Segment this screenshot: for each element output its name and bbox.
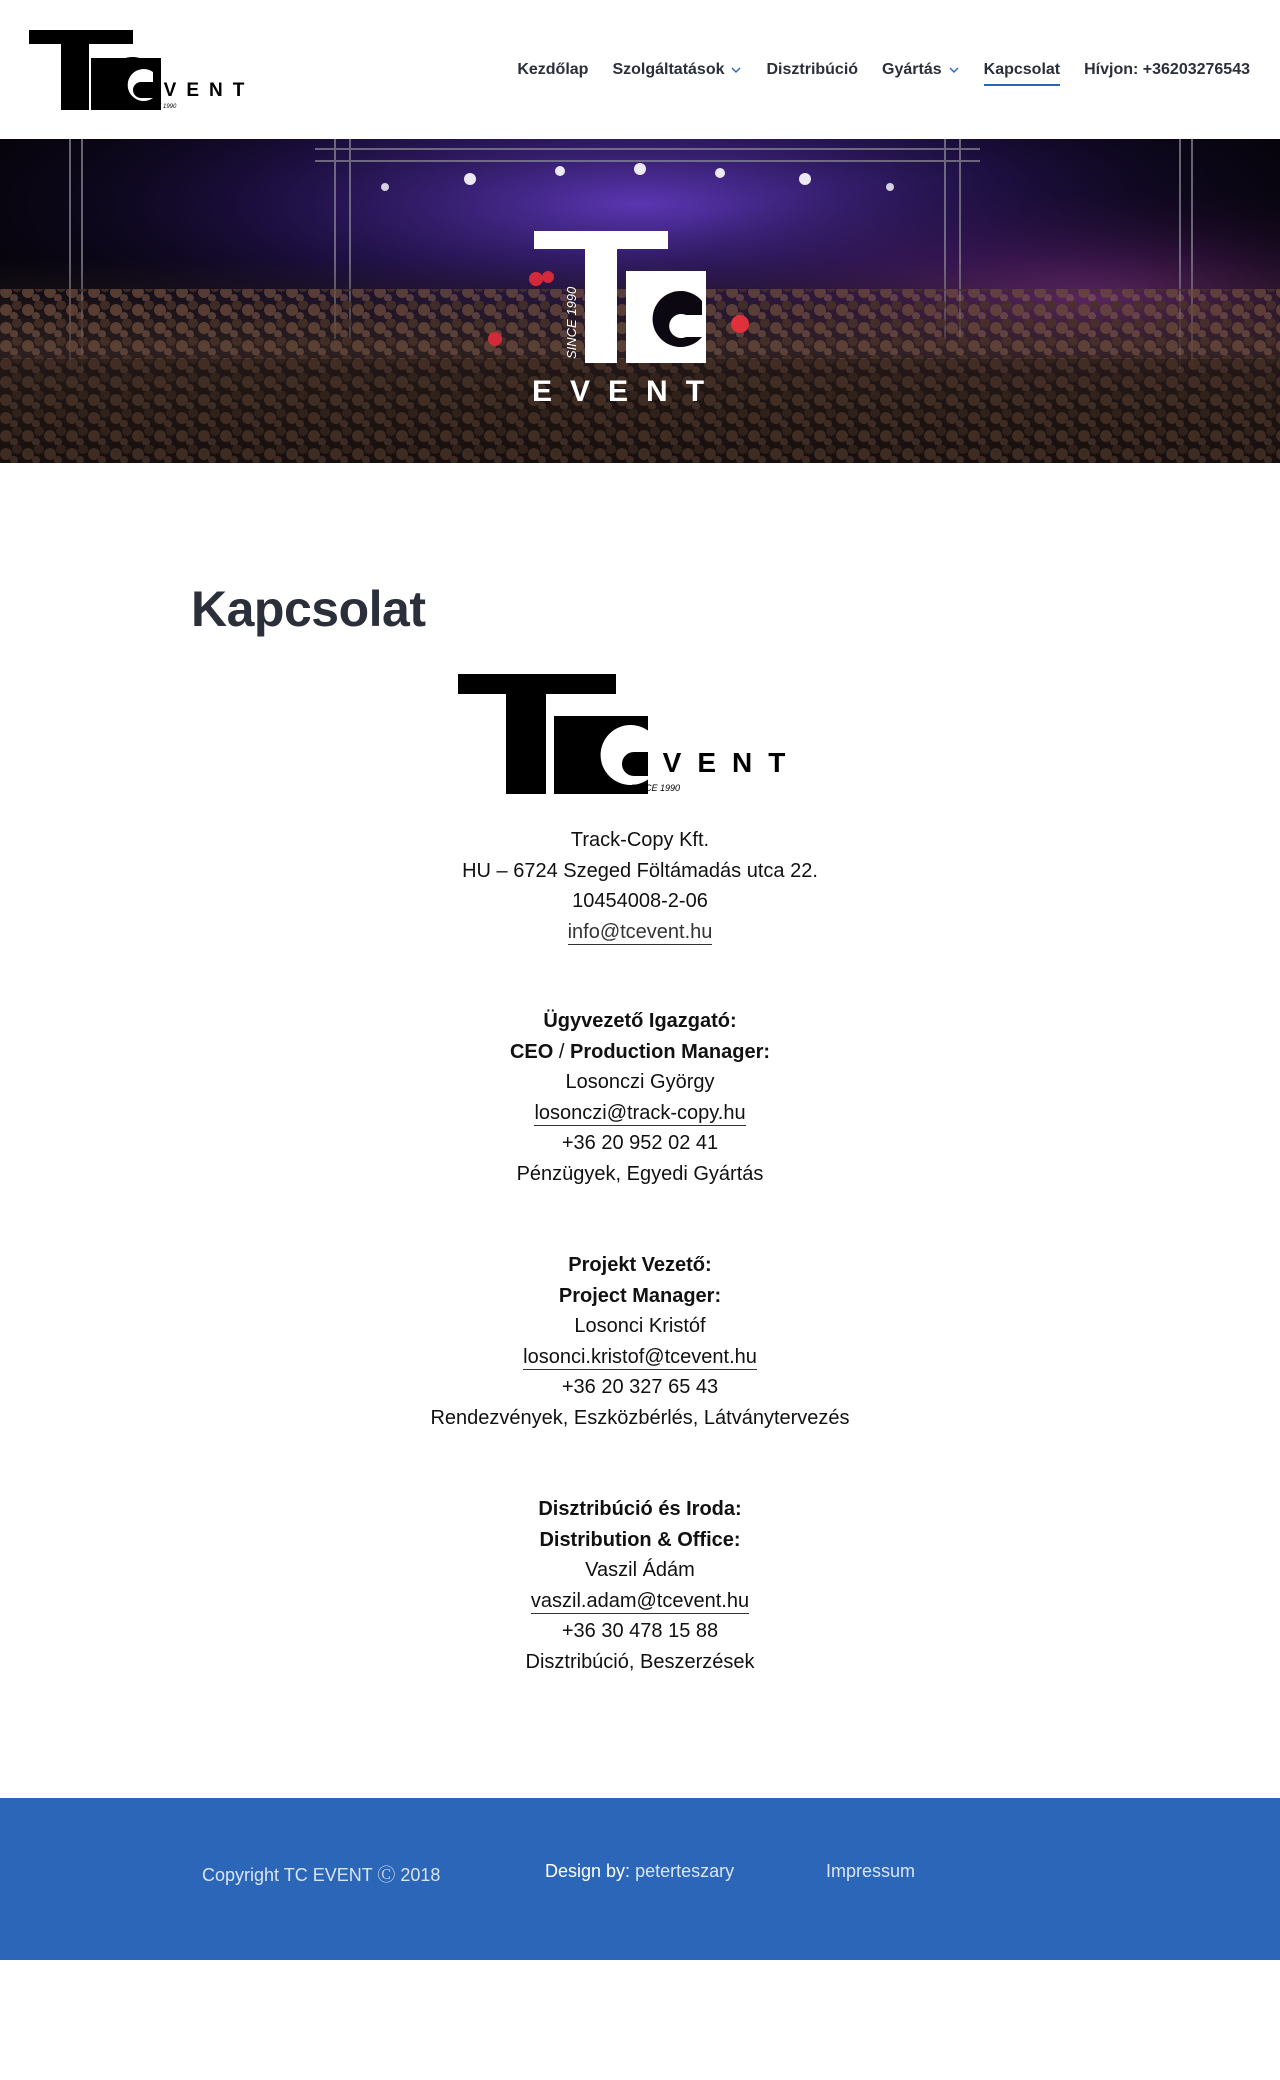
company-name: Track-Copy Kft. bbox=[570, 829, 710, 851]
contact-name: Losonczi György bbox=[565, 1071, 715, 1093]
contact-name: Vaszil Ádám bbox=[585, 1559, 695, 1581]
contact-ceo bbox=[0, 1006, 1280, 1189]
contact-area: Disztribúció, Beszerzések bbox=[525, 1650, 755, 1673]
contact-email-link[interactable]: losonczi@track-copy.hu bbox=[534, 1101, 746, 1124]
chevron-down-icon bbox=[730, 64, 742, 76]
nav-label: Kezdőlap bbox=[517, 61, 589, 78]
role-ceo: CEO bbox=[509, 1040, 554, 1063]
contact-email-link[interactable]: losonci.kristof@tcevent.hu bbox=[523, 1345, 757, 1368]
contact-role-en: Project Manager: bbox=[558, 1284, 722, 1307]
contact-role-en: Distribution & Office: bbox=[539, 1528, 741, 1551]
nav-label: Szolgáltatások bbox=[612, 61, 725, 78]
nav-item-szolgaltatasok[interactable] bbox=[612, 56, 742, 84]
contact-area: Rendezvények, Eszközbérlés, Látványtervezés bbox=[430, 1406, 850, 1429]
nav-label: Gyártás bbox=[882, 61, 942, 78]
contact-email-link[interactable]: vaszil.adam@tcevent.hu bbox=[530, 1589, 750, 1612]
company-info bbox=[0, 825, 1280, 947]
footer-design-credit bbox=[545, 1861, 734, 1882]
nav-item-disztribucio[interactable] bbox=[766, 56, 858, 84]
logo-since-text: SINCE 1990 bbox=[630, 783, 681, 793]
footer-impressum-link[interactable]: Impressum bbox=[826, 1861, 916, 1881]
contact-phone: +36 30 478 15 88 bbox=[561, 1620, 719, 1642]
contact-role-hu: Ügyvezető Igazgató: bbox=[543, 1010, 737, 1032]
hero-logo-event: EVENT bbox=[532, 375, 723, 408]
site-header bbox=[0, 0, 1280, 139]
contact-area: Pénzügyek, Egyedi Gyártás bbox=[516, 1162, 764, 1185]
nav-item-gyartas[interactable] bbox=[882, 56, 960, 84]
tc-event-logo-large bbox=[458, 672, 822, 796]
site-footer bbox=[0, 1798, 1280, 1960]
contact-role-hu: Disztribúció és Iroda: bbox=[538, 1498, 742, 1520]
nav-item-kezdolap[interactable] bbox=[517, 56, 588, 84]
contact-project-manager bbox=[0, 1250, 1280, 1433]
footer-designer-link[interactable]: peterteszary bbox=[635, 1861, 735, 1881]
hero-logo-since: SINCE 1990 bbox=[564, 286, 579, 359]
tc-event-logo[interactable] bbox=[29, 28, 274, 112]
contact-distribution-office bbox=[0, 1494, 1280, 1677]
company-address: HU – 6724 Szeged Föltámadás utca 22. bbox=[462, 859, 818, 882]
company-email-link[interactable]: info@tcevent.hu bbox=[567, 920, 713, 943]
main-nav bbox=[493, 56, 1250, 84]
hero-banner bbox=[0, 139, 1280, 463]
nav-label: Disztribúció bbox=[766, 61, 859, 78]
company-tax-id: 10454008-2-06 bbox=[572, 890, 708, 912]
footer-design-label: Design by: bbox=[545, 1861, 631, 1881]
nav-label: Kapcsolat bbox=[983, 61, 1061, 78]
contact-phone: +36 20 327 65 43 bbox=[561, 1376, 719, 1398]
logo-event-text: EVENT bbox=[628, 747, 802, 778]
logo-since-text: SINCE 1990 bbox=[143, 104, 177, 110]
nav-label: Hívjon: +36203276543 bbox=[1084, 61, 1250, 78]
logo-event-text: EVENT bbox=[141, 80, 255, 101]
nav-item-phone[interactable] bbox=[1084, 56, 1250, 84]
contact-name: Losonci Kristóf bbox=[574, 1315, 706, 1337]
contact-role-hu: Projekt Vezető: bbox=[568, 1254, 712, 1276]
footer-copyright: Copyright TC EVENT Ⓒ 2018 bbox=[202, 1865, 441, 1885]
contact-phone: +36 20 952 02 41 bbox=[561, 1132, 719, 1154]
role-separator: / bbox=[553, 1040, 570, 1063]
role-production-manager: Production Manager: bbox=[570, 1040, 771, 1063]
nav-item-kapcsolat[interactable] bbox=[984, 56, 1060, 84]
chevron-down-icon bbox=[948, 64, 960, 76]
footer-impressum-wrap bbox=[826, 1861, 915, 1882]
contact-role-en bbox=[0, 1037, 1280, 1068]
page-title: Kapcsolat bbox=[191, 581, 426, 637]
hero-tc-event-logo bbox=[530, 231, 750, 411]
